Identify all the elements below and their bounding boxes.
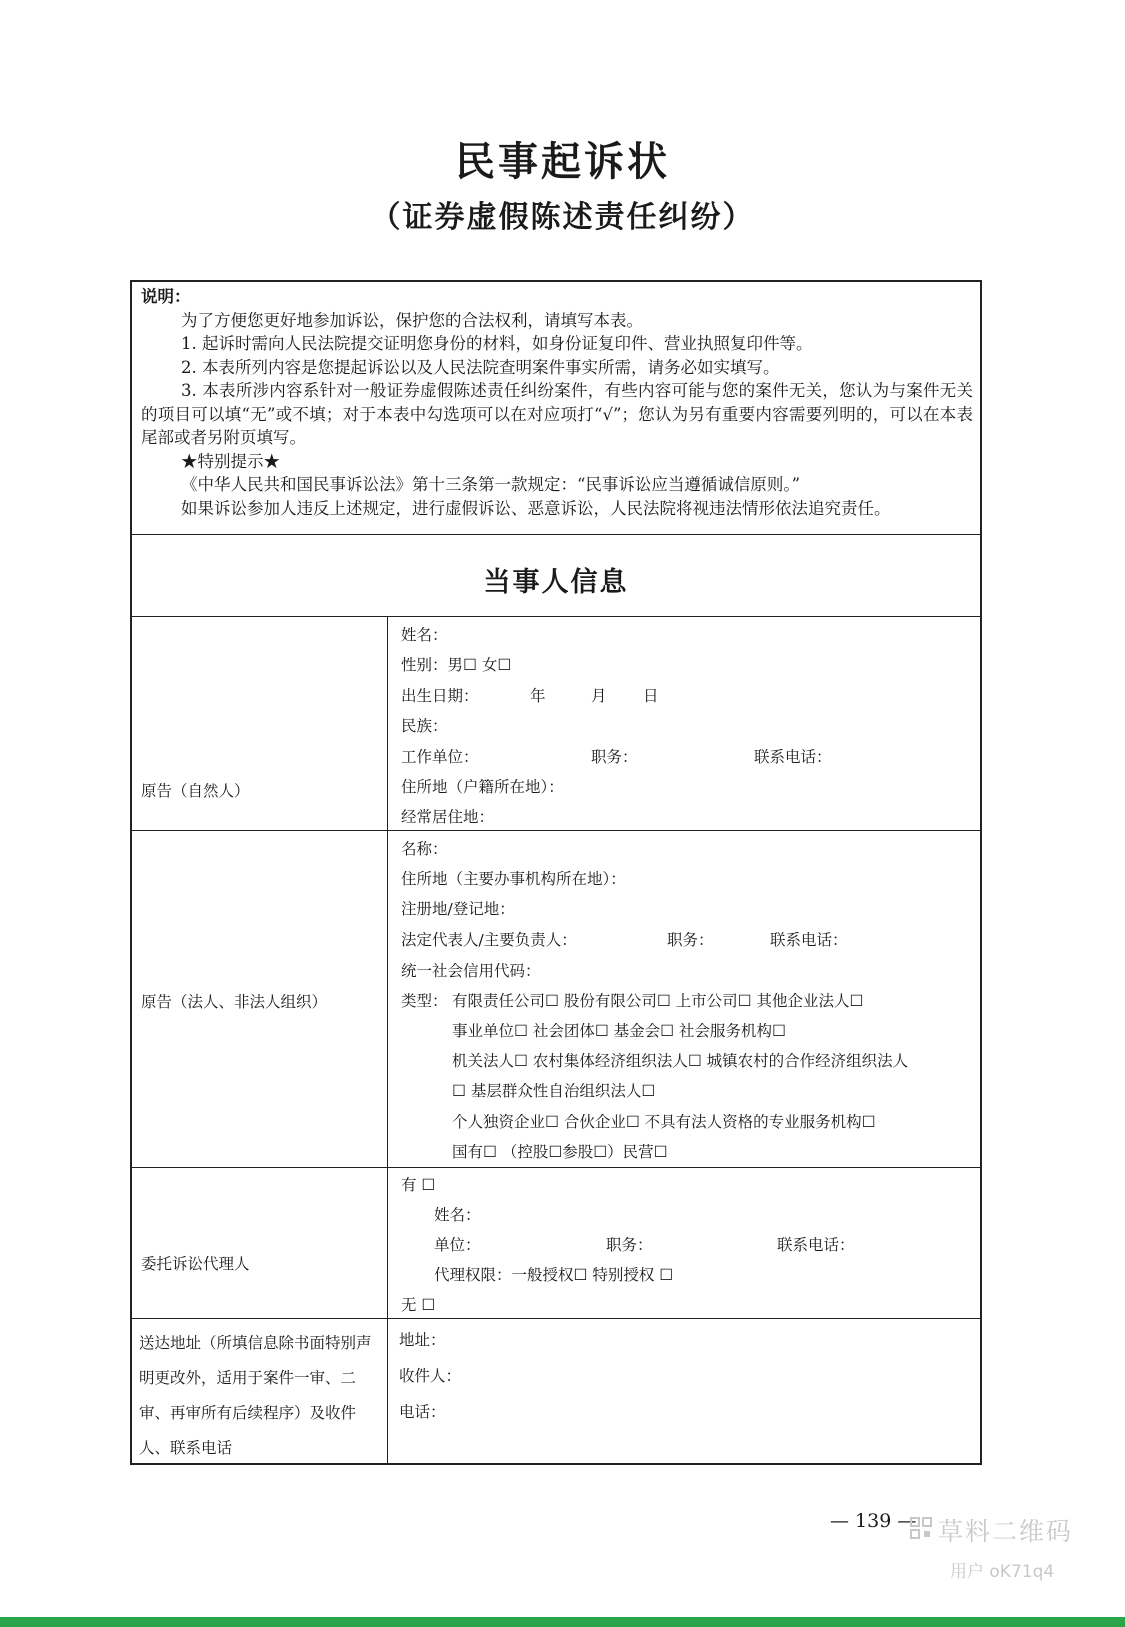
org-type-options[interactable]: 机关法人☐ 农村集体经济组织法人☐ 城镇农村的合作经济组织法人 xyxy=(452,1052,909,1070)
org-type-options[interactable]: ☐ 基层群众性自治组织法人☐ xyxy=(452,1082,656,1100)
instruction-line: 2. 本表所列内容是您提起诉讼以及人民法院查明案件事实所需，请务必如实填写。 xyxy=(181,357,780,377)
org-type-options[interactable]: 有限责任公司☐ 股份有限公司☐ 上市公司☐ 其他企业法人☐ xyxy=(452,992,864,1010)
natural-domicile-field[interactable]: 住所地（户籍所在地）： xyxy=(401,778,564,796)
birth-year-unit: 年 xyxy=(530,687,546,705)
org-phone-field[interactable]: 联系电话： xyxy=(770,931,848,949)
service-label: 送达地址（所填信息除书面特别声明更改外，适用于案件一审、二审、再审所有后续程序）及收件人、联系电话 xyxy=(139,1334,372,1457)
instruction-line: 3. 本表所涉内容系针对一般证券虚假陈述责任纠纷案件，有些内容可能与您的案件无关，您认为与案件无关的项目可以填“无”或不填；对于本表中勾选项可以在对应项打“√”；您认为另有重要内容需要列明的，可以在本表尾部或者另附页填写。 xyxy=(141,381,973,447)
page-title: 民事起诉状 xyxy=(455,138,670,185)
agent-position-field[interactable]: 职务： xyxy=(606,1236,653,1254)
natural-ethnicity-field[interactable]: 民族： xyxy=(401,717,448,735)
plaintiff-org-label: 原告（法人、非法人组织） xyxy=(141,993,328,1011)
bottom-bar xyxy=(0,1617,1125,1627)
org-position-field[interactable]: 职务： xyxy=(667,931,714,949)
org-type-label: 类型： xyxy=(401,992,448,1010)
natural-name-field[interactable]: 姓名： xyxy=(401,626,448,644)
org-type-options[interactable]: 事业单位☐ 社会团体☐ 基金会☐ 社会服务机构☐ xyxy=(452,1022,786,1040)
natural-phone-field[interactable]: 联系电话： xyxy=(754,748,832,766)
instruction-line: 《中华人民共和国民事诉讼法》第十三条第一款规定：“民事诉讼应当遵循诚信原则。” xyxy=(181,475,801,494)
instructions xyxy=(141,285,973,520)
service-phone-field[interactable]: 电话： xyxy=(399,1403,446,1421)
agent-name-field[interactable]: 姓名： xyxy=(434,1206,481,1224)
org-name-field[interactable]: 名称： xyxy=(401,840,448,858)
watermark-brand: 草料二维码 xyxy=(938,1517,1074,1546)
rule-title-bottom xyxy=(130,616,982,617)
party-section-title: 当事人信息 xyxy=(483,567,629,598)
agent-has-checkbox[interactable]: 有 ☐ xyxy=(401,1176,436,1194)
natural-position-field[interactable]: 职务： xyxy=(591,748,638,766)
org-credit-code-field[interactable]: 统一社会信用代码： xyxy=(401,962,541,980)
agent-none-checkbox[interactable]: 无 ☐ xyxy=(401,1296,436,1314)
instruction-line: 为了方便您更好地参加诉讼，保护您的合法权利，请填写本表。 xyxy=(181,310,643,330)
rule-natural-bottom xyxy=(130,830,982,831)
org-domicile-field[interactable]: 住所地（主要办事机构所在地）： xyxy=(401,870,626,888)
service-recipient-field[interactable]: 收件人： xyxy=(399,1367,462,1385)
agent-authority-options[interactable]: 代理权限：一般授权☐ 特别授权 ☐ xyxy=(434,1266,674,1284)
rule-agent-bottom xyxy=(130,1318,982,1319)
agent-unit-field[interactable]: 单位： xyxy=(434,1236,481,1254)
rule-notes-bottom xyxy=(130,534,982,535)
org-legal-rep-field[interactable]: 法定代表人/主要负责人： xyxy=(401,931,577,949)
special-notice: ★特别提示★ xyxy=(181,451,280,471)
natural-birth-field[interactable]: 出生日期： xyxy=(401,687,479,705)
page-subtitle: （证券虚假陈述责任纠纷） xyxy=(370,200,755,235)
service-address-field[interactable]: 地址： xyxy=(399,1331,446,1349)
qr-logo-icon xyxy=(910,1517,932,1539)
column-divider xyxy=(387,616,388,1464)
watermark-user: 用户 oK71q4 xyxy=(950,1562,1055,1582)
instruction-line: 如果诉讼参加人违反上述规定，进行虚假诉讼、恶意诉讼，人民法院将视违法情形依法追究责任。 xyxy=(181,498,891,518)
natural-gender-field[interactable]: 性别：男☐ 女☐ xyxy=(401,656,512,674)
org-type-options[interactable]: 个人独资企业☐ 合伙企业☐ 不具有法人资格的专业服务机构☐ xyxy=(452,1113,876,1131)
birth-day-unit: 日 xyxy=(643,687,659,705)
page-number: — 139 — xyxy=(830,1510,917,1532)
rule-org-bottom xyxy=(130,1167,982,1168)
agent-phone-field[interactable]: 联系电话： xyxy=(777,1236,855,1254)
org-registered-field[interactable]: 注册地/登记地： xyxy=(401,900,515,918)
natural-work-unit-field[interactable]: 工作单位： xyxy=(401,748,479,766)
natural-residence-field[interactable]: 经常居住地： xyxy=(401,808,495,826)
instructions-heading: 说明： xyxy=(141,287,191,306)
org-ownership-options[interactable]: 国有☐ （控股☐参股☐）民营☐ xyxy=(452,1143,668,1161)
instruction-line: 1. 起诉时需向人民法院提交证明您身份的材料，如身份证复印件、营业执照复印件等。 xyxy=(181,334,813,353)
birth-month-unit: 月 xyxy=(591,687,607,705)
agent-label: 委托诉讼代理人 xyxy=(141,1255,250,1273)
plaintiff-natural-label: 原告（自然人） xyxy=(141,782,250,800)
